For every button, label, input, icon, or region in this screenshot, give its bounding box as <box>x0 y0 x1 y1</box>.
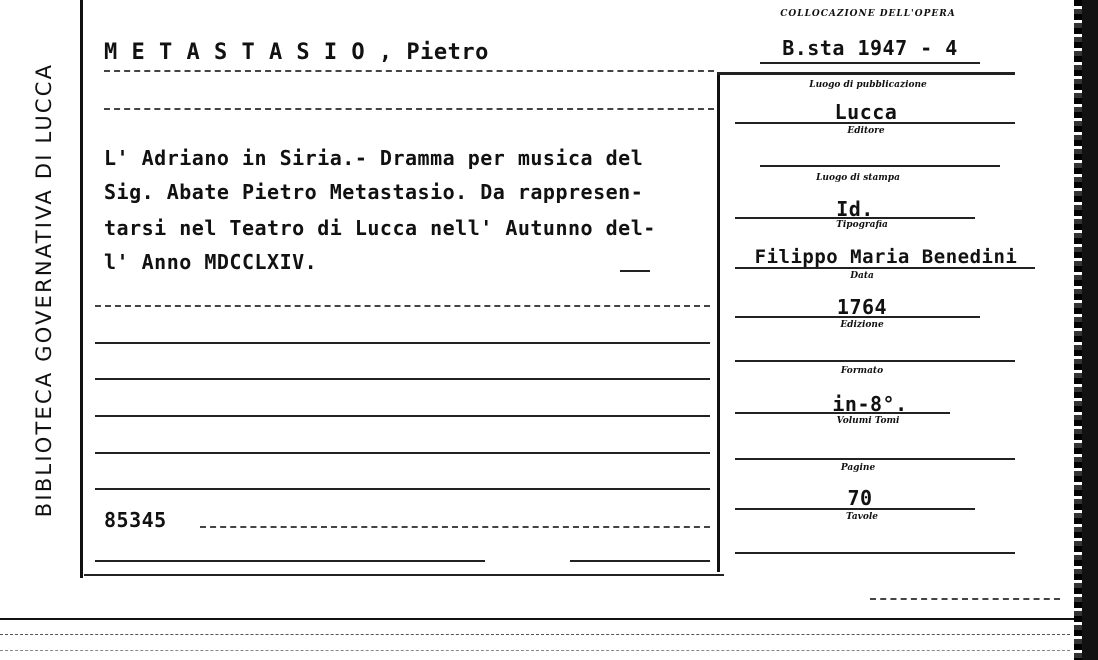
field-rule <box>735 552 1015 554</box>
title-line-2: Sig. Abate Pietro Metastasio. Da rappresen- <box>104 180 644 204</box>
title-line-3: tarsi nel Teatro di Lucca nell' Autunno del- <box>104 216 656 240</box>
field-label-luogo-pubblicazione: Luogo di pubblicazione <box>809 80 927 90</box>
divider-line <box>717 72 720 572</box>
field-label-tavole: Tavole <box>845 512 879 522</box>
rule-line <box>104 108 714 110</box>
rule-line <box>95 452 710 454</box>
rule-line <box>95 305 710 307</box>
rule-line <box>570 560 710 562</box>
field-rule <box>735 122 1015 124</box>
field-rule <box>735 217 975 219</box>
field-value-luogo-pubblicazione: Lucca <box>834 100 898 124</box>
field-value-data: 1764 <box>836 295 888 319</box>
scan-edge <box>1082 0 1098 660</box>
rule-line <box>95 415 710 417</box>
rule-line <box>95 342 710 344</box>
field-rule <box>735 316 980 318</box>
rule-line <box>95 488 710 490</box>
inventory-number: 85345 <box>104 508 167 532</box>
field-label-editore: Editore <box>847 126 885 136</box>
card-bottom-edge <box>870 598 1060 600</box>
rule-line <box>200 526 710 528</box>
field-label-luogo-stampa: Luogo di stampa <box>816 173 900 183</box>
field-label-formato: Formato <box>840 366 884 376</box>
collocation-value: B.sta 1947 - 4 <box>782 36 958 60</box>
card-bottom-edge <box>0 650 1070 651</box>
author-heading: M E T A S T A S I O , Pietro <box>104 40 489 65</box>
field-label-tipografia: Tipografia <box>836 220 888 230</box>
field-value-luogo-stampa-text: Id. <box>836 197 874 221</box>
field-label-edizione: Edizione <box>840 320 884 330</box>
field-label-pagine: Pagine <box>840 463 876 473</box>
rule-line <box>95 378 710 380</box>
rule-line <box>620 270 650 272</box>
title-line-4: l' Anno MDCCLXIV. <box>104 250 318 274</box>
field-rule <box>735 360 1015 362</box>
field-rule <box>735 267 1035 269</box>
title-line-1: L' Adriano in Siria.- Dramma per musica del <box>104 146 644 170</box>
card-bottom-edge <box>0 618 1080 620</box>
library-name: BIBLIOTECA GOVERNATIVA DI LUCCA <box>32 62 56 518</box>
collocation-underline <box>760 62 980 64</box>
rule-line <box>95 560 485 562</box>
collocation-label: COLLOCAZIONE DELL'OPERA <box>780 9 956 19</box>
scan-edge-shadow <box>1074 0 1082 660</box>
card-bottom-edge <box>0 634 1070 635</box>
field-value-pagine: 70 <box>847 486 873 510</box>
left-border-line <box>80 0 83 578</box>
field-frame-top <box>717 72 1015 75</box>
rule-line <box>84 574 724 576</box>
field-value-tipografia: Filippo Maria Benedini <box>754 246 1018 268</box>
field-rule <box>735 508 975 510</box>
field-label-volumi-tomi: Volumi Tomi <box>836 416 900 426</box>
field-rule <box>735 412 950 414</box>
field-label-data: Data <box>850 271 874 281</box>
field-value-formato: in-8°. <box>832 392 908 416</box>
field-rule <box>735 458 1015 460</box>
author-underline <box>104 70 714 72</box>
library-stamp <box>14 0 74 600</box>
field-rule <box>760 165 1000 167</box>
